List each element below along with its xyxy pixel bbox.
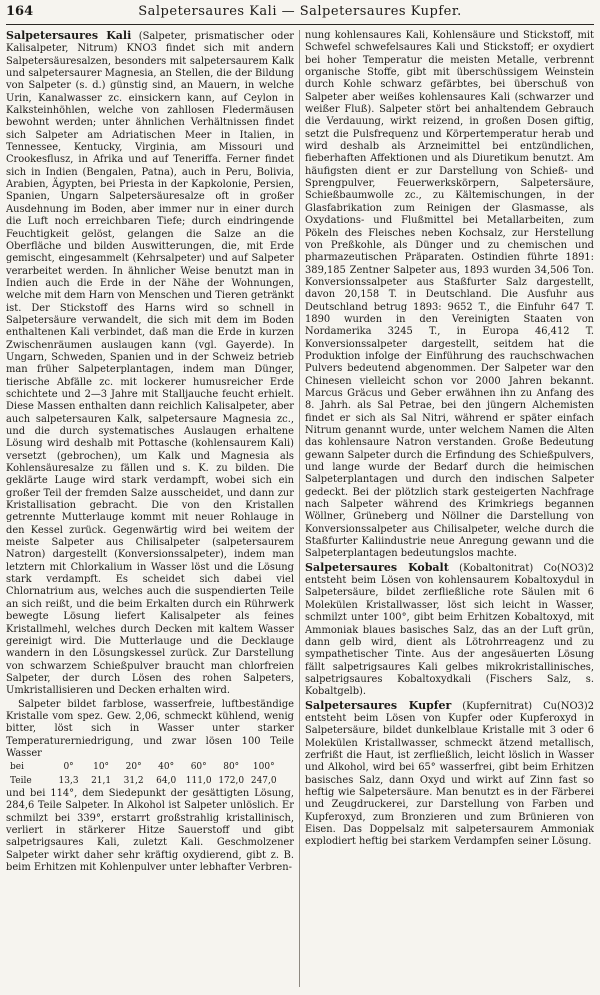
table-cell: 40° <box>158 762 175 773</box>
table-cell: 13,3 <box>58 775 79 786</box>
table-cell: 64,0 <box>156 775 177 786</box>
table-cell: 0° <box>63 762 74 773</box>
table-cell: 21,1 <box>91 775 112 786</box>
right-column <box>305 30 594 989</box>
table-cell: 31,2 <box>123 775 144 786</box>
paragraph: Salpeter bildet farblose, wasserfreie, luftbeständige Kristalle vom spez. Gew. 2,06, schmeckt kühlend, wenig bitter, löst sich in Wasser unter starker Temperaturerniedrigung, und zwar lösen 100 Teile Wasser <box>6 698 294 759</box>
solubility-row-temperature <box>6 761 294 773</box>
entry-text: (Salpeter, prismatischer oder Kalisalpeter, Nitrum) KNO3 findet sich mit andern Salpetersäuresalzen, besonders mit salpetersaurem Kalk und salpetersaurer Magnesia, an Stellen, die der Bildung von Salpeter (s. d.) günstig sind, an Mauern, in welche Urin, Kanalwasser zc. einsickern kann, auf Ceylon in Kalksteinhöhlen, welche von zahllosen Fledermäusen bewohnt werden; unter ähnlichen Verhältnissen findet sich Salpeter am Adriatischen Meer in Italien, in Tennessee, Kentucky, Virginia, am Missouri und Crookesflusz, in Afrika und auf Teneriffa. Ferner findet sich in Indien (Bengalen, Patna), auch in Peru, Bolivia, Arabien, Ägypten, bei Priesta in der Kapkolonie, Persien, Spanien, Ungarn Salpetersäuresalze oft in großer Ausdehnung im Boden, aber immer nur in einer durch die Luft noch erreichbaren Tiefe; durch eindringende Feuchtigkeit gelöst, gelangen die Salze an die Oberfläche und bilden Auswitterungen, die, mit Erde gemischt, eingesammelt (Kehrsalpeter) und auf Salpeter verarbeitet werden. In ähnlicher Weise benutzt man in Indien auch die Erde in der Nähe der Wohnungen, welche mit dem Harn von Menschen und Tieren getränkt ist. Der Stickstoff des Harns wird so schnell in Salpetersäure verwandelt, die sich mit dem im Boden enthaltenen Kali verbindet, daß man die Erde in kurzen Zwischenräumen auslaugen kann (vgl. Gayerde). In Ungarn, Schweden, Spanien und in der Schweiz betrieb man früher Salpeterplantagen, indem man Dünger, tierische Abfälle zc. mit lockerer humusreicher Erde schichtete und 2—3 Jahre mit Stalljauche feucht erhielt. Diese Massen enthalten dann reichlich Kalisalpeter, aber auch salpetersauren Kalk, salpetersaure Magnesia zc., und die durch systematisches Auslaugen erhaltene Lösung wird deshalb mit Pottasche (kohlensaurem Kali) versetzt (gebrochen), um Kalk und Magnesia als Kohlensäuresalze zu fällen und s. K. zu bilden. Die geklärte Lauge wird stark verdampft, wobei sich ein großer Teil der fremden Salze ausscheidet, und dann zur Kristallisation gebracht. Die von den Kristallen getrennte Mutterlauge kommt mit neuer Rohlauge in den Kessel zurück. Gegenwärtig wird bei weitem der meiste Salpeter aus Chilisalpeter (salpetersaurem Natron) dargestellt (Konversionssalpeter), indem man letztern mit Chlorkalium in Wasser löst und die Lösung stark verdampft. Es scheidet sich dabei viel Chlornatrium aus, welches auch die suspendierten Teile an sich reißt, und die beim Erkalten durch ein Rührwerk bewegte Lösung liefert Kalisalpeter als feines Kristallmehl, welches durch Decken mit kaltem Wasser gereinigt wird. Die Mutterlauge und die Decklauge wandern in den Lösungskessel zurück. Zur Darstellung von schwarzem Schießpulver braucht man chlorfreien Salpeter, der durch Lösen des rohen Salpeters, Umkristallisieren und Decken erhalten wird. <box>6 31 294 697</box>
table-cell: 100° <box>252 762 275 773</box>
entry-headword: Salpetersaures Kobalt <box>305 560 449 574</box>
entry-text: (Kobaltonitrat) Co(NO3)2 entsteht beim Lösen von kohlensaurem Kobaltoxydul in Salpetersäure, bildet zerfließliche rote Säulen mit 6 Molekülen Kristallwasser, löst sich leicht in Wasser, schmilzt unter 100°, gibt beim Erhitzen Kobaltoxyd, mit Ammoniak blaues basisches Salz, das an der Luft grün, dann gelb wird, dient als Lötrohrreagenz und zu sympathetischer Tinte. Aus der angesäuerten Lösung fällt salpetrigsaures Kali gelbes mikrokristallinisches, salpetrigsaures Kobaltoxydkali (Fischers Salz, s. Kobaltgelb). <box>305 562 594 698</box>
table-cell: 60° <box>190 762 207 773</box>
table-cell: 80° <box>223 762 240 773</box>
table-cell: bei <box>10 762 24 773</box>
table-cell: Teile <box>10 775 32 786</box>
table-cell: 247,0 <box>250 775 277 786</box>
paragraph: und bei 114°, dem Siedepunkt der gesättigten Lösung, 284,6 Teile Salpeter. In Alkohol ist Salpeter unlöslich. Er schmilzt bei 339°, erstarrt großstrahlig kristallinisch, verliert in stärkerer Hitze Sauerstoff und gibt salpetrigsaures Kali, zuletzt Kali. Geschmolzener Salpeter wirkt daher sehr kräftig oxydierend, gibt z. B. beim Erhitzen mit Kohlenpulver unter lebhafter Verbren- <box>6 787 294 874</box>
entry-headword: Salpetersaures Kupfer <box>305 698 452 712</box>
page-number: 164 <box>6 4 34 19</box>
entry-salpetersaures-kupfer <box>305 700 594 849</box>
left-column <box>6 30 294 989</box>
paragraph: nung kohlensaures Kali, Kohlensäure und Stickstoff, mit Schwefel schwefelsaures Kali und Stickstoff; er oxydiert bei hoher Temperatur die meisten Metalle, verbrennt organische Stoffe, gibt mit überschüssigem Weinstein durch Kohle schwarz gefärbtes, bei überschuß von Salpeter aber weißes kohlensaures Kali (schwarzer und weißer Fluß). Salpeter stört bei anhaltendem Gebrauch die Verdauung, wirkt reizend, in großen Dosen giftig, setzt die Pulsfrequenz und Körpertemperatur herab und wird deshalb als Arzneimittel bei entzündlichen, fieberhaften Affektionen und als Diuretikum benutzt. Am häufigsten dient er zur Darstellung von Schieß- und Sprengpulver, Feuerwerkskörpern, Salpetersäure, Schießbaumwolle zc., zu Kältemischungen, in der Glasfabrikation zum Reinigen der Glasmasse, als Oxydations- und Flußmittel bei Metallarbeiten, zum Pökeln des Fleisches neben Kochsalz, zur Herstellung von Preßkohle, als Dünger und zu chemischen und pharmazeutischen Präparaten. Ostindien führte 1891: 389,185 Zentner Salpeter aus, 1893 wurden 34,506 Ton. Konversionssalpeter aus Staßfurter Salz dargestellt, davon 20,158 T. in Deutschland. Die Ausfuhr aus Deutschland betrug 1893: 9652 T., die Einfuhr 647 T. 1890 wurden in den Vereinigten Staaten von Nordamerika 3245 T., in Europa 46,412 T. Konversionssalpeter dargestellt, seitdem hat die Produktion infolge der Einführung des rauchschwachen Pulvers bedeutend abgenommen. Der Salpeter war den Chinesen vielleicht schon vor 2000 Jahren bekannt. Marcus Gräcus und Geber erwähnen ihn zu Anfang des 8. Jahrh. als Sal Petrae, bei den jüngern Alchemisten findet er sich als Sal Nitri, während er später einfach Nitrum genannt wurde, unter welchem Namen die Alten das kohlensaure Natron verstanden. Große Bedeutung gewann Salpeter durch die Erfindung des Schießpulvers, und lange wurde der Bedarf durch die heimischen Salpeterplantagen und durch den indischen Salpeter gedeckt. Bei der plötzlich stark gesteigerten Nachfrage nach Salpeter während des Krimkriegs begannen Wöllner, Grüneberg und Nöllner die Darstellung von Konversionssalpeter aus Chilisalpeter, welche durch die Staßfurter Kaliindustrie neue Anregung gewann und die Salpeterplantagen bedeutungslos machte. <box>305 30 594 560</box>
solubility-row-parts <box>6 775 294 787</box>
table-cell: 20° <box>125 762 142 773</box>
page-header <box>6 4 594 25</box>
column-divider <box>299 30 300 987</box>
entry-headword: Salpetersaures Kali <box>6 30 132 42</box>
running-title: Salpetersaures Kali — Salpetersaures Kupfer. <box>138 4 462 19</box>
table-cell: 172,0 <box>218 775 245 786</box>
table-cell: 111,0 <box>185 775 212 786</box>
table-cell: 10° <box>93 762 110 773</box>
entry-text: (Kupfernitrat) Cu(NO3)2 entsteht beim Lösen von Kupfer oder Kupferoxyd in Salpetersäure, bildet dunkelblaue Kristalle mit 3 oder 6 Molekülen Kristallwasser, schmeckt ätzend metallisch, zerfrißt die Haut, ist zerfließlich, leicht löslich in Wasser und Alkohol, wird bei 65° wasserfrei, gibt beim Erhitzen basisches Salz, dann Oxyd und wirkt auf Zinn fast so heftig wie Salpetersäure. Man benutzt es in der Färberei und Zeugdruckerei, zur Darstellung von Farben und Kupferoxyd, zum Bronzieren und zum Brünieren von Eisen. Das Doppelsalz mit salpetersaurem Ammoniak explodiert heftig bei starkem Verdampfen seiner Lösung. <box>305 700 594 848</box>
entry-salpetersaures-kobalt <box>305 562 594 699</box>
entry-salpetersaures-kali <box>6 30 294 698</box>
